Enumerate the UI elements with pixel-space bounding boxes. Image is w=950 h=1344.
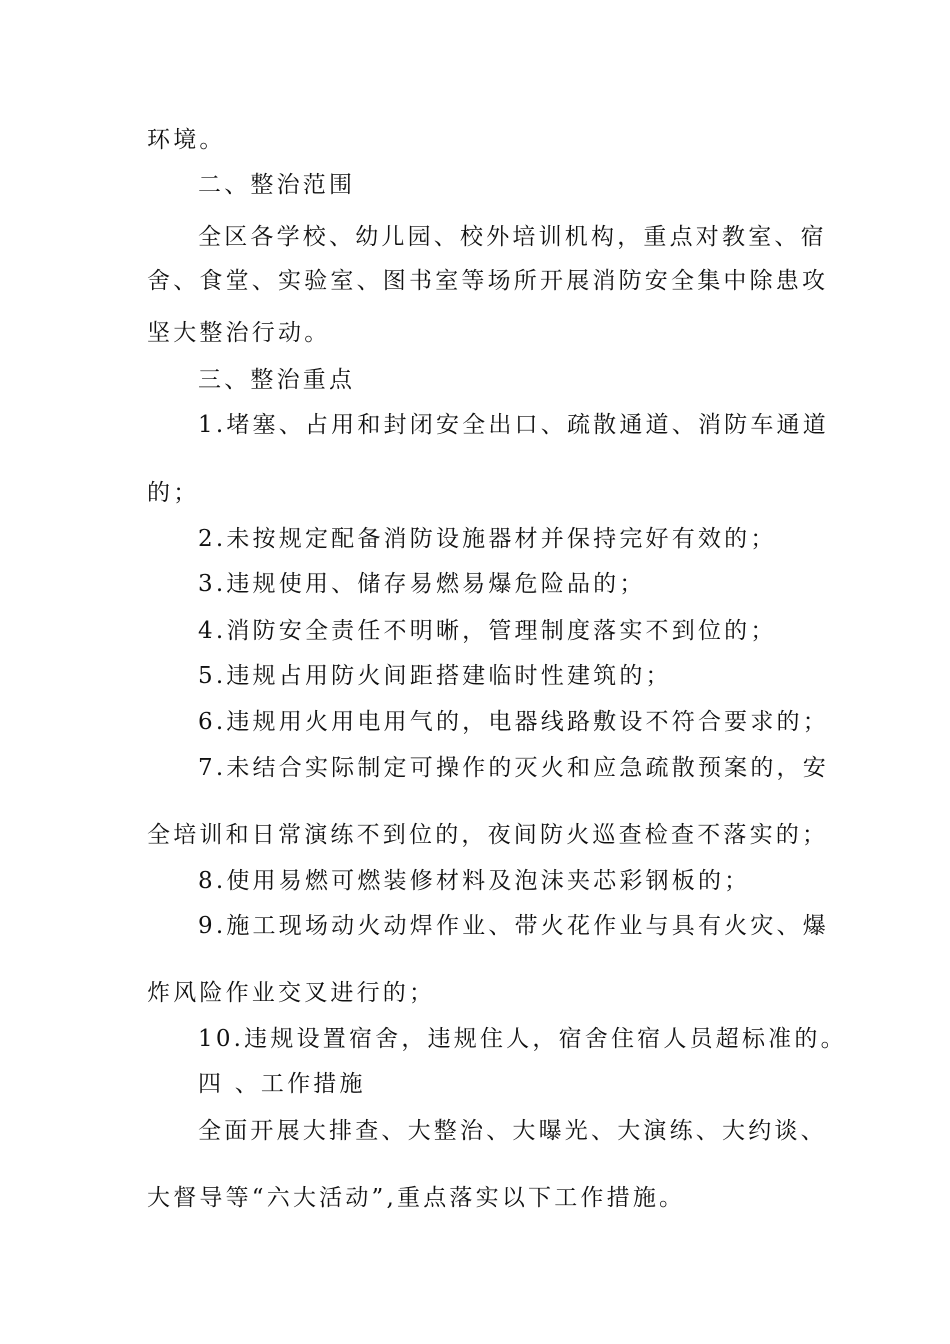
list-item-4: 4.消防安全责任不明晰，管理制度落实不到位的； [198, 618, 777, 644]
list-item-9-continuation: 炸风险作业交叉进行的； [147, 980, 436, 1006]
list-item-5: 5.违规占用防火间距搭建临时性建筑的； [198, 663, 672, 689]
list-item-7: 7.未结合实际制定可操作的灭火和应急疏散预案的，安 [198, 755, 829, 781]
list-item-10: 10.违规设置宿舍，违规住人，宿舍住宿人员超标准的。 [198, 1026, 847, 1052]
text-line-continuation: 环境。 [147, 127, 226, 153]
list-item-8: 8.使用易燃可燃装修材料及泡沫夹芯彩钢板的； [198, 868, 751, 894]
list-item-2: 2.未按规定配备消防设施器材并保持完好有效的； [198, 526, 777, 552]
paragraph-line: 坚大整治行动。 [147, 320, 331, 346]
paragraph-line: 大督导等“六大活动”,重点落实以下工作措施。 [147, 1185, 686, 1211]
paragraph-line: 全区各学校、幼儿园、校外培训机构，重点对教室、宿 [198, 224, 827, 250]
list-item-9: 9.施工现场动火动焊作业、带火花作业与具有火灾、爆 [198, 913, 829, 939]
list-item-7-continuation: 全培训和日常演练不到位的，夜间防火巡查检查不落实的； [147, 822, 829, 848]
list-item-1-continuation: 的； [147, 480, 200, 506]
section-heading-measures: 四 、工作措施 [198, 1071, 366, 1097]
list-item-6: 6.违规用火用电用气的，电器线路敷设不符合要求的； [198, 709, 829, 735]
section-heading-focus: 三、整治重点 [198, 367, 356, 393]
list-item-3: 3.违规使用、储存易燃易爆危险品的； [198, 571, 646, 597]
paragraph-line: 全面开展大排查、大整治、大曝光、大演练、大约谈、 [198, 1118, 827, 1144]
paragraph-line: 舍、食堂、实验室、图书室等场所开展消防安全集中除患攻 [147, 268, 829, 294]
section-heading-scope: 二、整治范围 [198, 172, 356, 198]
list-item-1: 1.堵塞、占用和封闭安全出口、疏散通道、消防车通道 [198, 412, 829, 438]
